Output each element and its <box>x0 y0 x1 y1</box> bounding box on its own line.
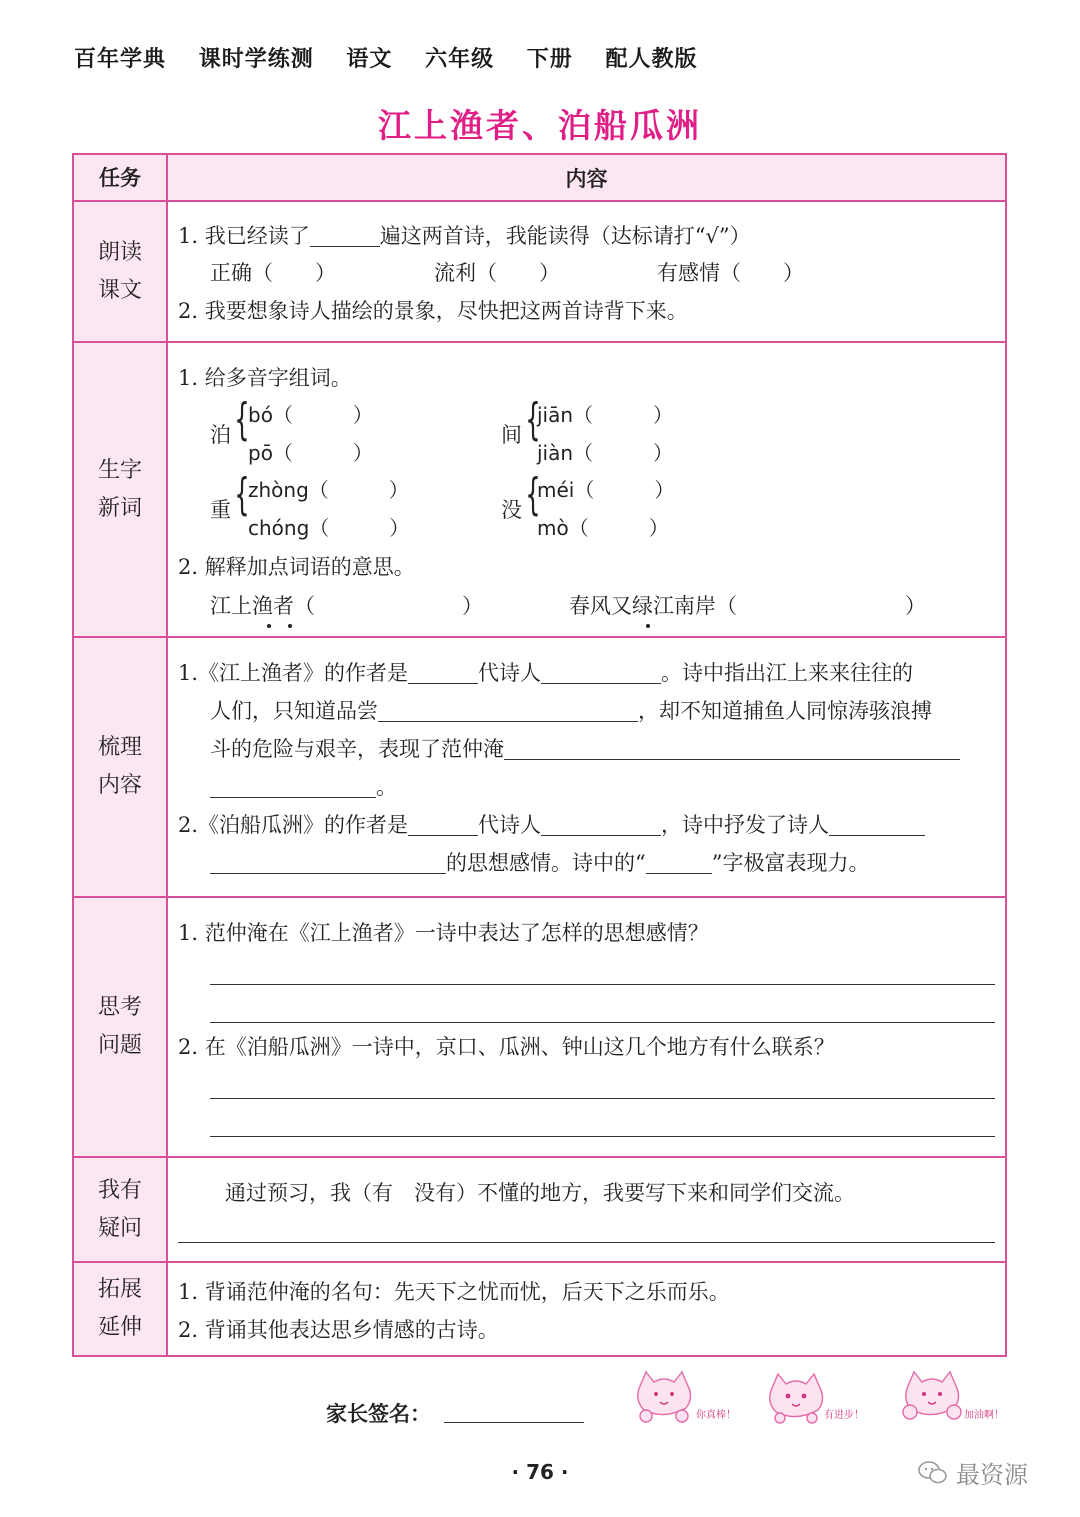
extension-q2: 2. 背诵其他表达思乡情感的古诗。 <box>178 1318 499 1342</box>
reading-q2: 2. 我要想象诗人描绘的景象，尽快把这两首诗背下来。 <box>178 299 688 323</box>
book-header <box>74 42 721 73</box>
reading-opt-correct[interactable]: 正确（ ） <box>210 261 336 285</box>
content-cell <box>168 638 1005 896</box>
brace-icon: { <box>525 394 541 445</box>
task-header-cell <box>74 155 168 200</box>
vocab-q1: 1. 给多音字组词。 <box>178 366 352 390</box>
answer-line[interactable] <box>210 1136 995 1137</box>
header-item: 百年学典 <box>74 47 167 72</box>
answer-line[interactable] <box>178 1242 995 1243</box>
text-span: 斗的危险与艰辛，表现了范仲淹 <box>210 737 504 761</box>
vocab-word-2[interactable]: 春风又绿江南岸（ ） <box>569 594 926 618</box>
content-column-header: 内容 <box>565 166 608 191</box>
wechat-icon <box>918 1460 948 1486</box>
task-label: 生字新词 <box>97 457 142 521</box>
text-span: 1.《江上渔者》的作者是 <box>178 661 409 685</box>
polyphone-char: 间 <box>501 423 522 447</box>
task-label: 我有疑问 <box>97 1177 142 1241</box>
polyphone-char: 重 <box>210 498 231 522</box>
cat-sticker-icon <box>898 1368 1018 1428</box>
emphasis-dot <box>646 624 650 628</box>
reading-q1 <box>178 221 751 251</box>
parent-signature-label: 家长签名： <box>326 1402 431 1426</box>
emphasis-dot <box>288 624 292 628</box>
vocab-q2: 2. 解释加点词语的意思。 <box>178 555 415 579</box>
content-cell <box>168 1158 1005 1261</box>
content-q1-line1 <box>178 658 913 688</box>
table-row <box>74 202 1005 343</box>
task-cell <box>74 638 168 896</box>
header-item: 下册 <box>526 47 573 72</box>
brace-icon: { <box>525 469 541 520</box>
answer-blank[interactable] <box>541 660 661 684</box>
stamp-text: 加油啊！ <box>964 1410 1004 1421</box>
cat-sticker-icon <box>764 1368 884 1428</box>
text-span: 2.《泊船瓜洲》的作者是 <box>178 813 409 837</box>
praise-stamp-great <box>630 1368 750 1428</box>
task-label: 拓展延伸 <box>97 1277 142 1340</box>
polyphone-char: 泊 <box>210 423 231 447</box>
reading-q1-prefix: 1. 我已经读了 <box>178 224 310 248</box>
header-item: 配人教版 <box>605 47 698 72</box>
answer-blank[interactable] <box>646 850 712 874</box>
answer-blank[interactable] <box>504 736 960 760</box>
table-row <box>74 343 1005 638</box>
vocab-word-1[interactable]: 江上渔者（ ） <box>210 594 483 618</box>
lesson-title: 江上渔者、泊船瓜洲 <box>378 106 702 145</box>
cat-sticker-icon <box>630 1368 750 1428</box>
task-label: 梳理内容 <box>97 735 142 798</box>
content-cell <box>168 202 1005 341</box>
pinyin-entry[interactable]: pō（ ） <box>248 441 373 465</box>
table-row <box>74 1263 1005 1355</box>
task-cell <box>74 898 168 1156</box>
questions-text: 通过预习，我（有 没有）不懂的地方，我要写下来和同学们交流。 <box>225 1181 855 1205</box>
task-cell <box>74 1263 168 1355</box>
task-table <box>72 153 1007 1357</box>
answer-line[interactable] <box>210 984 995 985</box>
text-span: 人们，只知道品尝 <box>210 699 378 723</box>
content-q1-line4 <box>210 772 397 802</box>
table-row <box>74 898 1005 1158</box>
task-label: 思考问题 <box>97 995 142 1058</box>
thinking-q2: 2. 在《泊船瓜洲》一诗中，京口、瓜洲、钟山这几个地方有什么联系？ <box>178 1035 835 1059</box>
content-q2-line1 <box>178 810 925 840</box>
pinyin-entry[interactable]: mò（ ） <box>537 516 669 540</box>
answer-blank[interactable] <box>310 223 380 247</box>
pinyin-entry[interactable]: bó（ ） <box>248 403 373 427</box>
thinking-q1: 1. 范仲淹在《江上渔者》一诗中表达了怎样的思想感情？ <box>178 921 709 945</box>
pinyin-entry[interactable]: zhòng（ ） <box>248 478 409 502</box>
task-cell <box>74 202 168 341</box>
task-cell <box>74 1158 168 1261</box>
text-span: 代诗人 <box>478 661 542 685</box>
reading-opt-fluent[interactable]: 流利（ ） <box>434 261 560 285</box>
task-cell <box>74 343 168 636</box>
answer-blank[interactable] <box>408 812 478 836</box>
header-item: 课时学练测 <box>198 47 314 72</box>
reading-opt-emotion[interactable]: 有感情（ ） <box>657 261 804 285</box>
pinyin-entry[interactable]: chóng（ ） <box>248 516 410 540</box>
answer-blank[interactable] <box>829 812 925 836</box>
stamp-text: 你真棒！ <box>696 1410 736 1421</box>
table-header-row <box>74 155 1005 202</box>
text-span: 的思想感情。诗中的“ <box>446 851 646 875</box>
polyphone-char: 没 <box>501 498 522 522</box>
content-q1-line3 <box>210 734 960 764</box>
text-span: 。 <box>376 775 397 799</box>
answer-blank[interactable] <box>541 812 661 836</box>
table-row <box>74 1158 1005 1263</box>
answer-blank[interactable] <box>378 698 638 722</box>
pinyin-entry[interactable]: jiān（ ） <box>537 403 674 427</box>
page-number: · 76 · <box>511 1460 569 1484</box>
pinyin-entry[interactable]: méi（ ） <box>537 478 675 502</box>
praise-stamp-cheer <box>898 1368 1018 1428</box>
answer-blank[interactable] <box>210 850 446 874</box>
content-q1-line2 <box>210 696 932 726</box>
content-cell <box>168 1263 1005 1355</box>
reading-q1-suffix: 遍这两首诗，我能读得（达标请打“√”） <box>379 224 751 248</box>
header-item: 语文 <box>346 47 393 72</box>
brace-icon: { <box>234 469 250 520</box>
text-span: ”字极富表现力。 <box>711 851 870 875</box>
watermark <box>918 1455 1028 1490</box>
text-span: 代诗人 <box>478 813 542 837</box>
answer-blank[interactable] <box>408 660 478 684</box>
header-item: 六年级 <box>425 47 495 72</box>
parent-signature-line[interactable] <box>444 1422 584 1423</box>
table-row <box>74 638 1005 898</box>
task-label: 朗读课文 <box>97 239 142 303</box>
answer-line[interactable] <box>210 1098 995 1099</box>
text-span: 。诗中指出江上来来往往的 <box>661 661 914 685</box>
content-cell <box>168 343 1005 636</box>
answer-line[interactable] <box>210 1022 995 1023</box>
pinyin-entry[interactable]: jiàn（ ） <box>537 441 674 465</box>
emphasis-dot <box>267 624 271 628</box>
task-column-header: 任务 <box>99 165 141 190</box>
content-q2-line2 <box>210 848 870 878</box>
text-span: ，诗中抒发了诗人 <box>661 813 830 837</box>
stamp-text: 有进步！ <box>824 1410 864 1421</box>
text-span: ，却不知道捕鱼人同惊涛骇浪搏 <box>638 699 932 723</box>
content-cell <box>168 898 1005 1156</box>
watermark-text: 最资源 <box>956 1461 1028 1489</box>
brace-icon: { <box>234 394 250 445</box>
praise-stamp-progress <box>764 1368 884 1428</box>
answer-blank[interactable] <box>210 774 376 798</box>
extension-q1: 1. 背诵范仲淹的名句：先天下之忧而忧，后天下之乐而乐。 <box>178 1280 730 1304</box>
